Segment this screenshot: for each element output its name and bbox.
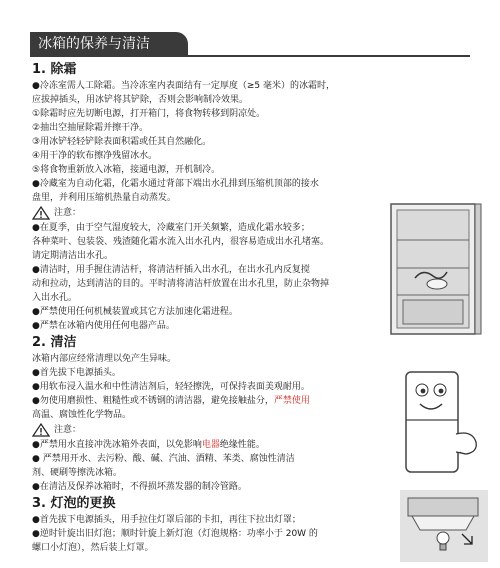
text-line [32, 394, 387, 408]
section-heading-cleaning: 2. 清洁 [32, 335, 77, 350]
text-line: ①除霜时应先切断电源，打开箱门，将食物转移到阴凉处。 [32, 109, 266, 119]
page-title: 冰箱的保养与清洁 [30, 32, 188, 56]
text-line: ③用冰铲轻轻铲除表面积霜或任其自然融化。 [32, 137, 212, 147]
text-line: 冰箱内部应经常清理以免产生异味。 [32, 354, 177, 364]
text-line: ●用软布浸入温水和中性清洁剂后，轻轻擦洗，可保持表面美观耐用。 [32, 382, 310, 392]
text-line: 请定期清洁出水孔。 [32, 251, 114, 261]
text-line [32, 438, 387, 452]
text-line: ●在清洁及保养冰箱时，不得损坏蒸发器的制冷管路。 [32, 482, 247, 492]
text-line: ●清洁时，用手握住清洁杆，将清洁杆插入出水孔，在出水孔内反复搅 [32, 265, 310, 275]
text-line: 螺口小灯泡），然后装上灯罩。 [32, 543, 154, 553]
text-line: ●冷藏室为自动化霜，化霜水通过背部下端出水孔排到压缩机顶部的接水 [32, 179, 319, 189]
text-line: ●冷冻室需人工除霜。当冷冻室内表面结有一定厚度（≥5 毫米）的冰霜时， [32, 81, 335, 91]
text-line: ● 严禁用开水、去污粉、酸、碱、汽油、酒精、苯类、腐蚀性清洁 [32, 454, 295, 464]
text-line: 动和拉动，达到清洁的目的。平时清将清洁杆放置在出水孔里，防止杂物掉 [32, 279, 330, 289]
text-line: ●首先拔下电源插头，用手拉住灯罩后部的卡扣，再往下拉出灯罩； [32, 515, 301, 525]
fridge-interior-illustration [385, 200, 485, 340]
warning-icon [32, 206, 50, 220]
text-line: 入出水孔。 [32, 293, 78, 303]
text-line: 剂、硬刷等擦洗冰箱。 [32, 468, 123, 478]
section-heading-bulb: 3. 灯泡的更换 [32, 496, 116, 511]
text-line: 各种菜叶、包装袋、残渣随化霜水流入出水孔内，很容易造成出水孔堵塞。 [32, 237, 330, 247]
text-line: ●逆时针旋出旧灯泡；顺时针旋上新灯泡（灯泡规格：功率小于 20W 的 [32, 529, 318, 539]
text-line: 应拔掉插头，用冰铲将其铲除，否则会影响制冷效果。 [32, 95, 249, 105]
title-divider [30, 55, 470, 57]
text-span: ●勿使用磨损性、粗糙性或不锈钢的清洁器，避免接触盐分， [32, 396, 274, 406]
note-heading [32, 422, 387, 438]
lamp-cover-illustration [398, 488, 490, 564]
text-line: ●严禁在冰箱内使用任何电器产品。 [32, 321, 175, 331]
text-span: 绝缘性能。 [219, 440, 265, 450]
text-line: ②抽出空抽屉除霜并擦干净。 [32, 123, 149, 133]
section-heading-defrost: 1. 除霜 [32, 62, 77, 77]
manual-content [32, 60, 387, 555]
text-line: 盘里，并利用压缩机热量自动蒸发。 [32, 193, 177, 203]
note-label: 注意： [54, 425, 82, 435]
text-line: ●在夏季，由于空气湿度较大，冷藏室门开关频繁，造成化霜水较多； [32, 223, 310, 233]
text-line: ●首先拔下电源插头。 [32, 368, 121, 378]
text-line: ⑤将食物重新放入冰箱，接通电源，开机制冷。 [32, 165, 221, 175]
text-line: ●严禁使用任何机械装置或其它方法加速化霜进程。 [32, 307, 238, 317]
red-warning-text: 严禁使用 [273, 396, 310, 406]
note-heading [32, 205, 387, 221]
text-span: ●严禁用水直接冲洗冰箱外表面，以免影响 [32, 440, 202, 450]
red-warning-text: 电器 [201, 440, 220, 450]
text-line: ④用干净的软布擦净残留冰水。 [32, 151, 158, 161]
note-label: 注意： [54, 208, 82, 218]
fridge-cartoon-illustration [398, 368, 488, 478]
text-line: 高温、腐蚀性化学物品。 [32, 410, 132, 420]
warning-icon [32, 423, 50, 437]
